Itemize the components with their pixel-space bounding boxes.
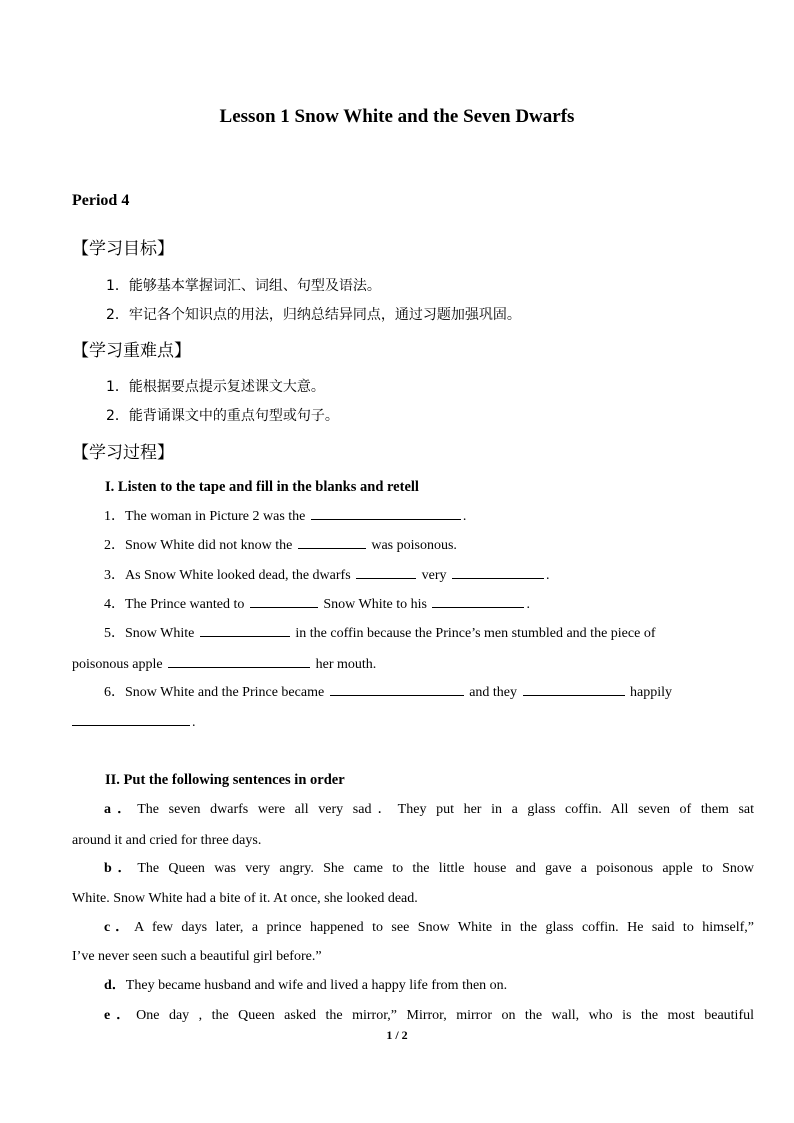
question-4: 4．The Prince wanted to Snow White to his .	[104, 597, 530, 612]
objectives-heading: 【学习目标】	[72, 239, 174, 259]
sentence-c-cont: I’ve never seen such a beautiful girl before.”	[72, 949, 322, 964]
question-6: 6．Snow White and the Prince became and they happily	[104, 685, 673, 700]
sentence-b-cont: White. Snow White had a bite of it. At once, she looked dead.	[72, 891, 418, 906]
page-title: Lesson 1 Snow White and the Seven Dwarfs	[219, 106, 575, 127]
blank-line[interactable]	[452, 566, 544, 579]
question-2: 2．Snow White did not know the was poisonous.	[104, 538, 457, 553]
blank-line[interactable]	[200, 624, 290, 637]
blank-line[interactable]	[72, 713, 190, 726]
blank-line[interactable]	[311, 507, 461, 520]
question-1: 1．The woman in Picture 2 was the .	[104, 509, 467, 524]
sentence-e: e．One day , the Queen asked the mirror,” Mirror, mirror on the wall, who is the most beautiful	[104, 1008, 754, 1023]
sentence-a-cont: around it and cried for three days.	[72, 833, 262, 848]
question-6-cont: .	[72, 713, 722, 733]
page-number: 1 / 2	[386, 1028, 408, 1042]
key-point-item: 2．能背诵课文中的重点句型或句子。	[106, 408, 339, 424]
blank-line[interactable]	[432, 595, 524, 608]
blank-line[interactable]	[330, 683, 464, 696]
objective-item: 2．牢记各个知识点的用法，归纳总结异同点，通过习题加强巩固。	[106, 307, 521, 323]
sentence-b: b．The Queen was very angry. She came to the little house and gave a poisonous apple to Snow	[104, 861, 754, 876]
key-point-item: 1．能根据要点提示复述课文大意。	[106, 379, 325, 395]
blank-line[interactable]	[168, 655, 310, 668]
section2-heading: II. Put the following sentences in order	[105, 772, 345, 788]
key-points-heading: 【学习重难点】	[72, 341, 191, 361]
sentence-d: d．They became husband and wife and lived a happy life from then on.	[104, 978, 508, 993]
blank-line[interactable]	[356, 566, 416, 579]
process-heading: 【学习过程】	[72, 443, 174, 463]
question-3: 3．As Snow White looked dead, the dwarfs very .	[104, 568, 550, 583]
period-label: Period 4	[72, 192, 130, 209]
question-5: 5．Snow White in the coffin because the Prince’s men stumbled and the piece of	[104, 626, 656, 641]
sentence-c: c．A few days later, a prince happened to see Snow White in the glass coffin. He said to himself,”	[104, 920, 754, 935]
blank-line[interactable]	[250, 595, 318, 608]
objective-item: 1．能够基本掌握词汇、词组、句型及语法。	[106, 278, 381, 294]
blank-line[interactable]	[298, 536, 366, 549]
sentence-a: a．The seven dwarfs were all very sad．They put her in a glass coffin. All seven of them sat	[104, 802, 755, 817]
question-5-cont: poisonous apple her mouth.	[72, 657, 377, 672]
blank-line[interactable]	[523, 683, 625, 696]
section1-heading: I. Listen to the tape and fill in the blanks and retell	[105, 479, 419, 495]
